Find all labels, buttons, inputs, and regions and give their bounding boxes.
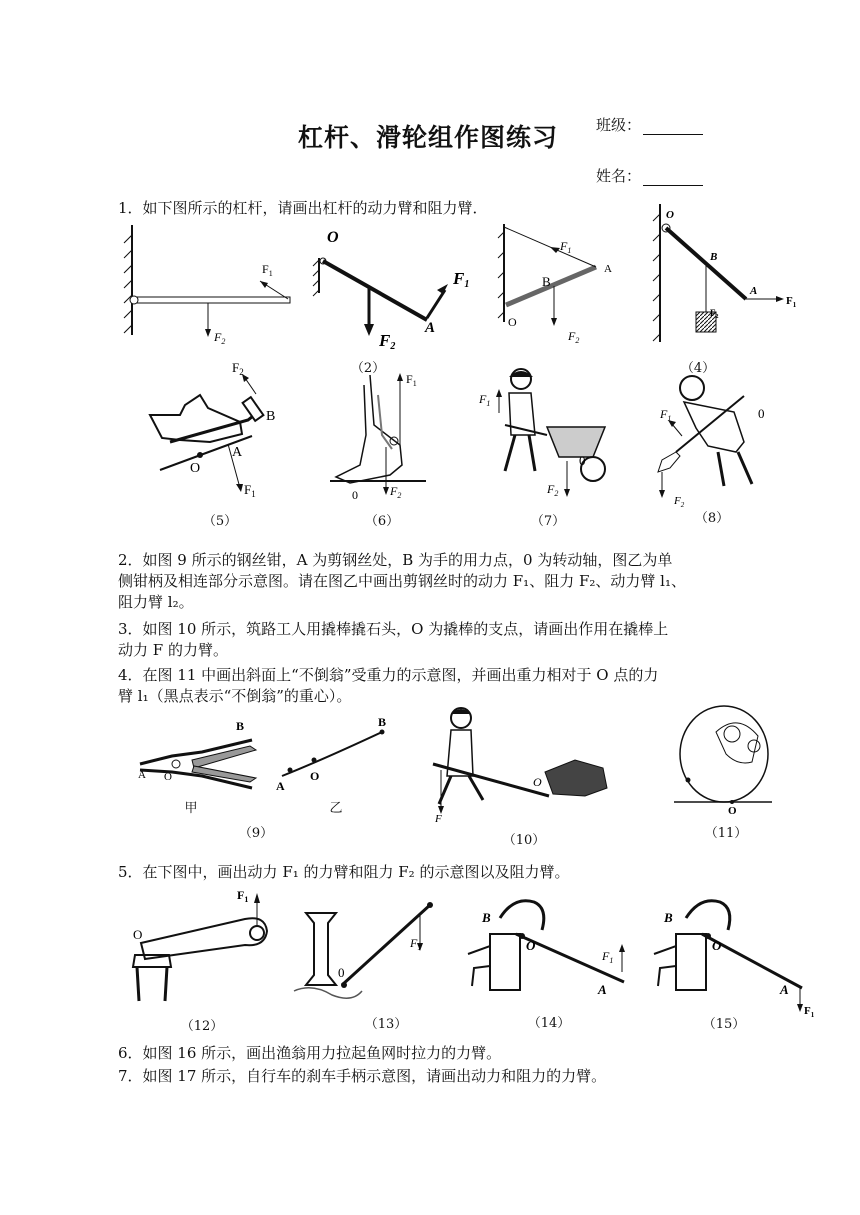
figure-14-pump bbox=[464, 890, 634, 1000]
caption-8: （8） bbox=[694, 511, 730, 526]
label-f1: $F_1$ bbox=[406, 372, 417, 388]
question-3-line-2: 动力 F 的力臂。 bbox=[118, 641, 228, 659]
label-f: F bbox=[435, 813, 442, 825]
label-o-jia: O bbox=[164, 771, 172, 783]
label-b: B bbox=[482, 910, 491, 925]
label-o: O bbox=[728, 805, 737, 817]
class-field[interactable] bbox=[596, 114, 703, 135]
label-f2: $F_2$ bbox=[214, 330, 226, 346]
label-f1: $F_1$ bbox=[410, 936, 422, 952]
label-f1: $F_1$ bbox=[262, 262, 273, 278]
class-label: 班级： bbox=[596, 116, 642, 134]
label-f1: $F_1$ bbox=[560, 239, 572, 255]
label-f2: $F_2$ bbox=[390, 484, 402, 500]
figure-10-crowbar bbox=[425, 700, 615, 825]
figure-4-lever bbox=[648, 204, 808, 354]
question-3 bbox=[118, 619, 748, 661]
question-4-line-1: 4．在图 11 中画出斜面上“不倒翁”受重力的示意图，并画出重力相对于 O 点的力 bbox=[118, 666, 659, 684]
label-o: O bbox=[666, 209, 674, 221]
caption-12: （12） bbox=[180, 1019, 224, 1034]
figure-3-lever bbox=[490, 222, 630, 354]
figure-12-bottle-opener bbox=[125, 885, 285, 1005]
figure-6-foot bbox=[330, 365, 430, 505]
question-5: 5．在下图中，画出动力 F₁ 的力臂和阻力 F₂ 的示意图以及阻力臂。 bbox=[118, 863, 570, 881]
label-f1: $F_1$ bbox=[244, 482, 256, 499]
label-f1: $F_1$ bbox=[660, 407, 672, 423]
figure-2-lever bbox=[305, 228, 485, 358]
label-o-yi: O bbox=[310, 769, 320, 783]
label-zero: 0 bbox=[758, 406, 765, 421]
question-2 bbox=[118, 550, 748, 613]
question-3-line-1: 3．如图 10 所示，筑路工人用撬棒撬石头，O 为撬棒的支点，请画出作用在撬棒上 bbox=[118, 620, 669, 638]
question-7: 7．如图 17 所示，自行车的刹车手柄示意图，请画出动力和阻力的力臂。 bbox=[118, 1067, 607, 1085]
label-a: A bbox=[780, 982, 789, 997]
name-field[interactable] bbox=[596, 165, 703, 186]
label-f1: $F_1$ bbox=[804, 1005, 815, 1019]
label-o: O bbox=[190, 461, 201, 476]
label-a-yi: A bbox=[276, 779, 285, 793]
caption-2: （2） bbox=[350, 361, 386, 376]
caption-jia: 甲 bbox=[184, 801, 198, 816]
question-4-line-2: 臂 l₁（黑点表示“不倒翁”的重心）。 bbox=[118, 687, 352, 705]
label-b: B bbox=[664, 910, 673, 925]
label-f1: F1 bbox=[453, 269, 470, 290]
question-2-line-1: 2．如图 9 所示的钢丝钳，A 为剪钢丝处，B 为手的用力点，0 为转动轴，图乙为单 bbox=[118, 551, 673, 569]
label-zero: 0 bbox=[352, 488, 358, 502]
figure-1-lever bbox=[120, 225, 300, 355]
label-b: B bbox=[266, 409, 276, 424]
label-b: B bbox=[542, 274, 551, 289]
caption-6: （6） bbox=[364, 514, 400, 529]
label-a-jia: A bbox=[138, 769, 146, 781]
figure-7-wheelbarrow bbox=[475, 365, 625, 505]
label-o: O bbox=[712, 938, 722, 953]
figure-11-tumbler bbox=[668, 706, 778, 816]
label-f2: $F_2$ bbox=[232, 360, 244, 377]
label-a: A bbox=[598, 982, 607, 997]
label-f1: $F_1$ bbox=[786, 295, 797, 309]
figure-5-pedal bbox=[140, 360, 290, 500]
label-f2: F2 bbox=[379, 331, 396, 352]
name-label: 姓名： bbox=[596, 167, 642, 185]
label-b: B bbox=[710, 251, 718, 263]
label-f2: $F_2$ bbox=[568, 329, 580, 345]
label-o: O bbox=[327, 229, 339, 246]
name-blank[interactable] bbox=[643, 171, 703, 186]
label-a: A bbox=[750, 285, 758, 297]
class-blank[interactable] bbox=[643, 120, 703, 135]
caption-10: （10） bbox=[502, 833, 546, 848]
label-o: O bbox=[526, 938, 536, 953]
figure-13-lever-rail bbox=[292, 895, 442, 1005]
caption-11: （11） bbox=[704, 826, 748, 841]
label-o: O bbox=[133, 927, 143, 942]
question-2-line-3: 阻力臂 l₂。 bbox=[118, 593, 194, 611]
caption-5: （5） bbox=[202, 514, 238, 529]
label-zero: 0 bbox=[579, 453, 586, 468]
caption-14: （14） bbox=[527, 1016, 571, 1031]
caption-7: （7） bbox=[530, 514, 566, 529]
question-2-line-2: 侧钳柄及相连部分示意图。请在图乙中画出剪钢丝时的动力 F₁、阻力 F₂、动力臂 l₁、 bbox=[118, 572, 686, 590]
label-f1: $F_1$ bbox=[237, 888, 249, 904]
question-1: 1．如下图所示的杠杆，请画出杠杆的动力臂和阻力臂． bbox=[118, 199, 488, 217]
label-f2: $F_2$ bbox=[674, 495, 685, 509]
page-title: 杠杆、滑轮组作图练习 bbox=[298, 123, 559, 152]
label-o: O bbox=[533, 775, 542, 789]
caption-15: （15） bbox=[702, 1017, 746, 1032]
label-a: A bbox=[232, 445, 243, 460]
label-f2: $F_2$ bbox=[547, 482, 559, 498]
caption-13: （13） bbox=[364, 1017, 408, 1032]
label-zero: 0 bbox=[338, 965, 345, 980]
label-a: A bbox=[604, 263, 612, 275]
label-o: O bbox=[508, 315, 517, 329]
label-f2: $F_2$ bbox=[710, 308, 719, 320]
label-f1: $F_1$ bbox=[479, 392, 491, 408]
caption-yi: 乙 bbox=[329, 801, 343, 816]
label-a: A bbox=[425, 320, 436, 336]
figure-8-shovel bbox=[648, 372, 778, 509]
caption-4: （4） bbox=[680, 361, 716, 376]
figure-15-pump bbox=[650, 890, 820, 1020]
caption-9: （9） bbox=[238, 826, 274, 841]
question-6: 6．如图 16 所示，画出渔翁用力拉起鱼网时拉力的力臂。 bbox=[118, 1044, 502, 1062]
label-b-jia: B bbox=[236, 719, 245, 733]
label-b-yi: B bbox=[378, 715, 387, 729]
label-f1: $F_1$ bbox=[602, 949, 614, 965]
